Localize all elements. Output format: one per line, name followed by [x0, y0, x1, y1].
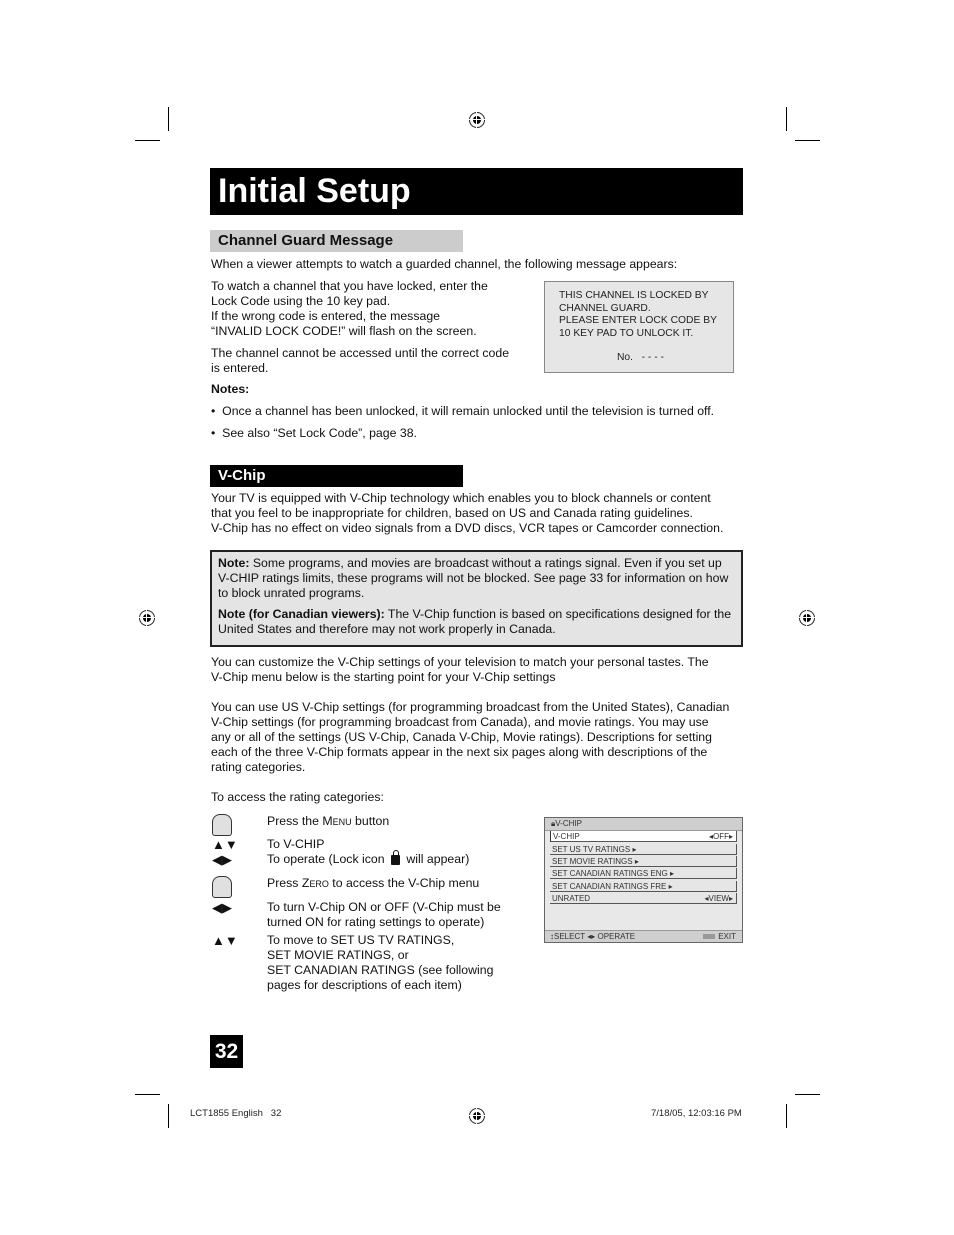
hand-press-icon — [212, 876, 252, 901]
row-value: ◂VIEW▸ — [704, 894, 733, 903]
channel-guard-intro: When a viewer attempts to watch a guarded channel, the following message appears: — [211, 257, 678, 271]
lock-code-entry — [559, 352, 719, 365]
row-label: SET CANADIAN RATINGS FRE ▸ — [552, 882, 673, 891]
text-line: You can use US V-Chip settings (for programming broadcast from the United States), Canadian — [211, 700, 730, 714]
crop-mark — [135, 140, 160, 141]
step-text: to access the V-Chip menu — [328, 876, 480, 890]
menu-row-unrated[interactable] — [550, 893, 737, 904]
screen-line: THIS CHANNEL IS LOCKED BY — [559, 290, 709, 301]
menu-row-movie-ratings[interactable] — [550, 856, 737, 867]
text-line: V-Chip menu below is the starting point for your V-Chip settings — [211, 670, 556, 684]
note-text: Some programs, and movies are broadcast without a ratings signal. Even if you set up V-CHIP ratings limits, these programs will not be blocked. See page 33 for information on how to block unrated programs. — [218, 556, 729, 600]
text-line: To move to SET US TV RATINGS, — [267, 933, 455, 947]
section-heading-channel-guard: Channel Guard Message — [210, 230, 463, 252]
note-label: Note: — [218, 556, 250, 570]
menu-footer — [545, 930, 742, 942]
text-line: V-Chip settings (for programming broadcast from Canada), and movie ratings. You may use — [211, 715, 709, 729]
text-line: any or all of the settings (US V-Chip, Canada V-Chip, Movie ratings). Descriptions for setting — [211, 730, 712, 744]
left-right-arrows-icon: ◀▶ — [212, 900, 232, 915]
step-4 — [267, 876, 479, 891]
crop-mark — [168, 1104, 169, 1128]
note-text: The V-Chip function is based on specifications designed for the United States and therefore may not work properly in Canada. — [218, 607, 732, 636]
text-line: Your TV is equipped with V-Chip technology which enables you to block channels or content — [211, 491, 711, 505]
text-line: You can customize the V-Chip settings of your television to match your personal tastes. The — [211, 655, 709, 669]
screen-line: PLEASE ENTER LOCK CODE BY — [559, 315, 717, 327]
screen-line: CHANNEL GUARD. — [559, 302, 651, 314]
step-text: To operate (Lock icon — [267, 852, 388, 866]
step-text: Press — [267, 876, 302, 890]
exit-label: EXIT — [718, 932, 736, 941]
step-2: To V-CHIP — [267, 837, 325, 851]
text-line: pages for descriptions of each item) — [267, 978, 462, 992]
text-line: If the wrong code is entered, the message — [211, 309, 440, 323]
note-item: • See also “Set Lock Code”, page 38. — [211, 426, 417, 440]
lock-icon: 🔒︎ — [551, 819, 556, 828]
operate-hint: ◂▸ OPERATE — [587, 932, 636, 941]
crop-mark — [786, 1104, 787, 1128]
note-box — [210, 550, 743, 647]
registration-mark-icon — [799, 610, 815, 626]
screen-line: 10 KEY PAD TO UNLOCK IT. — [559, 327, 694, 339]
text-line: The channel cannot be accessed until the correct code — [211, 346, 510, 360]
crop-mark — [786, 107, 787, 131]
step-3 — [267, 852, 469, 867]
step-text: button — [351, 814, 390, 828]
footer-slug-right: 7/18/05, 12:03:16 PM — [651, 1108, 742, 1119]
row-label: SET CANADIAN RATINGS ENG ▸ — [552, 869, 674, 878]
step-text: Press the — [267, 814, 323, 828]
row-label: SET MOVIE RATINGS ▸ — [552, 857, 639, 866]
crop-mark — [795, 1094, 820, 1095]
text-line: “INVALID LOCK CODE!” will flash on the screen. — [211, 324, 477, 338]
left-right-arrows-icon: ◀▶ — [212, 852, 232, 867]
menu-button-icon — [703, 934, 715, 939]
step-5 — [267, 900, 501, 930]
registration-mark-icon — [139, 610, 155, 626]
note-text: Once a channel has been unlocked, it will remain unlocked until the television is turned off. — [222, 404, 715, 418]
row-label: SET US TV RATINGS ▸ — [552, 845, 637, 854]
text-line: SET MOVIE RATINGS, or — [267, 948, 409, 962]
hand-press-icon — [212, 814, 252, 839]
text-line: To watch a channel that you have locked, enter the — [211, 279, 488, 293]
text-line: turned ON for rating settings to operate) — [267, 915, 485, 929]
text-line: Lock Code using the 10 key pad. — [211, 294, 391, 308]
text-line: To turn V-Chip ON or OFF (V-Chip must be — [267, 900, 501, 914]
text-line: rating categories. — [211, 760, 306, 774]
access-intro: To access the rating categories: — [211, 790, 384, 804]
channel-guard-para1 — [211, 279, 531, 339]
text-line: that you feel to be inappropriate for children, based on US and Canada rating guidelines. — [211, 506, 693, 520]
step-6 — [267, 933, 493, 993]
note-text: See also “Set Lock Code”, page 38. — [222, 426, 417, 440]
menu-header — [545, 818, 742, 831]
footer-slug-left: LCT1855 English 32 — [190, 1108, 282, 1119]
row-label: UNRATED — [552, 894, 591, 903]
page-number: 32 — [210, 1035, 243, 1068]
text-line: SET CANADIAN RATINGS (see following — [267, 963, 494, 977]
channel-guard-para2 — [211, 346, 531, 376]
up-down-arrows-icon: ▲▼ — [212, 933, 238, 948]
select-hint: ↕SELECT — [550, 932, 585, 941]
number-value: - - - - — [641, 352, 664, 364]
section-heading-vchip: V-Chip — [210, 465, 463, 487]
menu-row-canadian-eng[interactable] — [550, 868, 737, 879]
registration-mark-icon — [469, 112, 485, 128]
vchip-menu-screen — [544, 817, 743, 943]
exit-hint — [703, 931, 736, 943]
menu-row-us-tv-ratings[interactable] — [550, 844, 737, 855]
note-paragraph — [218, 556, 735, 601]
text-line: is entered. — [211, 361, 269, 375]
menu-title: V-CHIP — [555, 819, 582, 828]
locked-channel-screen — [544, 281, 734, 373]
lock-icon — [391, 855, 400, 865]
step-1 — [267, 814, 389, 829]
key-name: Zero — [301, 876, 329, 890]
step-text: will appear) — [403, 852, 470, 866]
text-line: V-Chip has no effect on video signals from a DVD discs, VCR tapes or Camcorder connection. — [211, 521, 724, 535]
menu-row-canadian-fre[interactable] — [550, 881, 737, 892]
crop-mark — [795, 140, 820, 141]
crop-mark — [168, 107, 169, 131]
row-value: ◂OFF▸ — [708, 832, 733, 841]
up-down-arrows-icon: ▲▼ — [212, 837, 238, 852]
note-label: Note (for Canadian viewers): — [218, 607, 385, 621]
notes-heading: Notes: — [211, 382, 250, 396]
key-name: Menu — [322, 814, 352, 828]
crop-mark — [135, 1094, 160, 1095]
note-item: • Once a channel has been unlocked, it will remain unlocked until the television is turned off. — [211, 404, 715, 418]
note-paragraph — [218, 607, 735, 637]
page-title: Initial Setup — [210, 168, 743, 215]
text-line: each of the three V-Chip formats appear in the next six pages along with descriptions of the — [211, 745, 708, 759]
vchip-use-para — [211, 700, 729, 775]
number-label: No. — [617, 352, 634, 364]
vchip-customize-para — [211, 655, 709, 685]
registration-mark-icon — [469, 1108, 485, 1124]
menu-row-vchip[interactable] — [550, 831, 737, 842]
vchip-intro — [211, 491, 723, 536]
row-label: V-CHIP — [553, 832, 580, 841]
